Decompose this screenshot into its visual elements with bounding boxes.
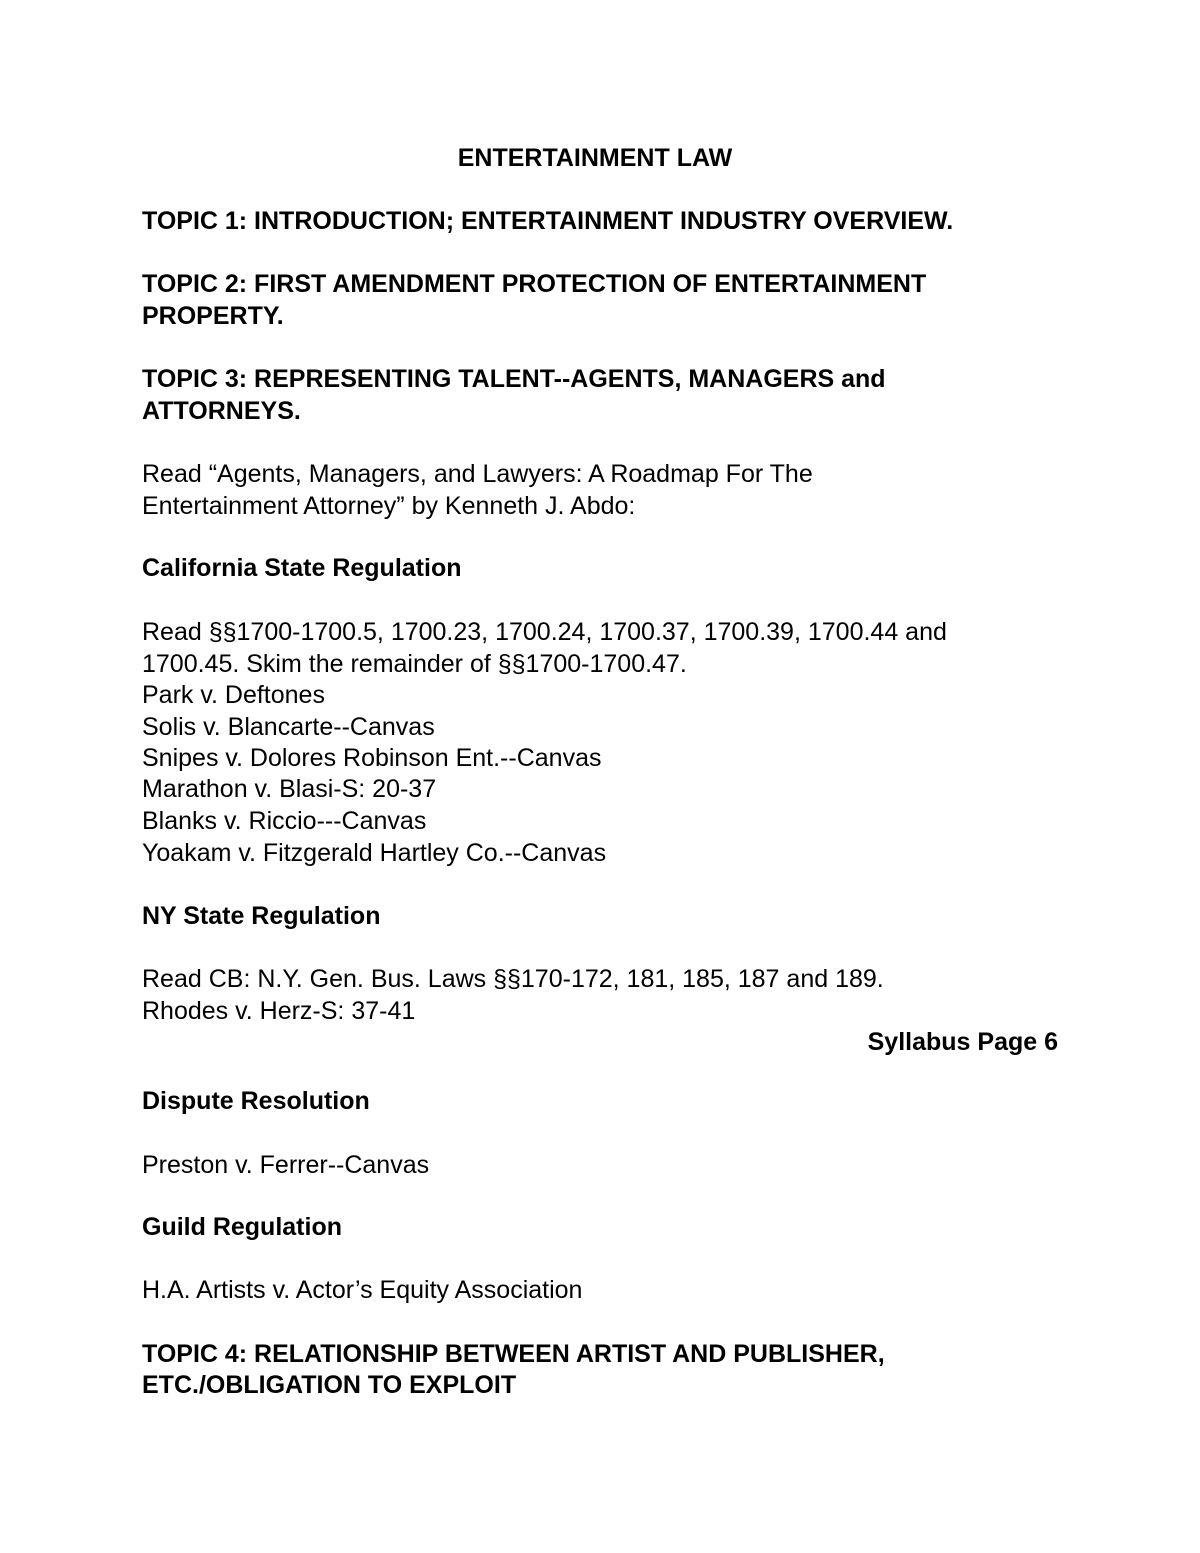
california-reading-line-2: 1700.45. Skim the remainder of §§1700-1700.47. (142, 650, 687, 678)
case-item: Solis v. Blancarte--Canvas (142, 713, 435, 741)
page-footer: Syllabus Page 6 (867, 1028, 1058, 1056)
case-item: Snipes v. Dolores Robinson Ent.--Canvas (142, 744, 602, 772)
case-item: Preston v. Ferrer--Canvas (142, 1151, 430, 1179)
reading-assignment-line-1: Read “Agents, Managers, and Lawyers: A Roadmap For The (142, 460, 813, 488)
case-item: H.A. Artists v. Actor’s Equity Association (142, 1276, 583, 1304)
topic-4-heading-line-2: ETC./OBLIGATION TO EXPLOIT (142, 1371, 517, 1399)
guild-regulation-heading: Guild Regulation (142, 1213, 342, 1241)
reading-assignment-line-2: Entertainment Attorney” by Kenneth J. Abdo: (142, 492, 636, 520)
case-item: Rhodes v. Herz-S: 37-41 (142, 997, 416, 1025)
dispute-resolution-heading: Dispute Resolution (142, 1087, 370, 1115)
topic-2-heading-line-1: TOPIC 2: FIRST AMENDMENT PROTECTION OF ENTERTAINMENT (142, 270, 927, 298)
topic-2-heading-line-2: PROPERTY. (142, 302, 284, 330)
california-regulation-heading: California State Regulation (142, 554, 462, 582)
case-item: Marathon v. Blasi-S: 20-37 (142, 775, 437, 803)
topic-1-heading: TOPIC 1: INTRODUCTION; ENTERTAINMENT INDUSTRY OVERVIEW. (142, 207, 954, 235)
case-item: Blanks v. Riccio---Canvas (142, 807, 427, 835)
ny-regulation-heading: NY State Regulation (142, 902, 381, 930)
topic-3-heading-line-2: ATTORNEYS. (142, 397, 301, 425)
topic-4-heading-line-1: TOPIC 4: RELATIONSHIP BETWEEN ARTIST AND PUBLISHER, (142, 1340, 885, 1368)
topic-3-heading-line-1: TOPIC 3: REPRESENTING TALENT--AGENTS, MANAGERS and (142, 365, 886, 393)
document-title: ENTERTAINMENT LAW (457, 144, 733, 172)
case-item: Park v. Deftones (142, 681, 325, 709)
case-item: Yoakam v. Fitzgerald Hartley Co.--Canvas (142, 839, 607, 867)
ny-reading-line: Read CB: N.Y. Gen. Bus. Laws §§170-172, 181, 185, 187 and 189. (142, 965, 884, 993)
california-reading-line-1: Read §§1700-1700.5, 1700.23, 1700.24, 1700.37, 1700.39, 1700.44 and (142, 618, 947, 646)
